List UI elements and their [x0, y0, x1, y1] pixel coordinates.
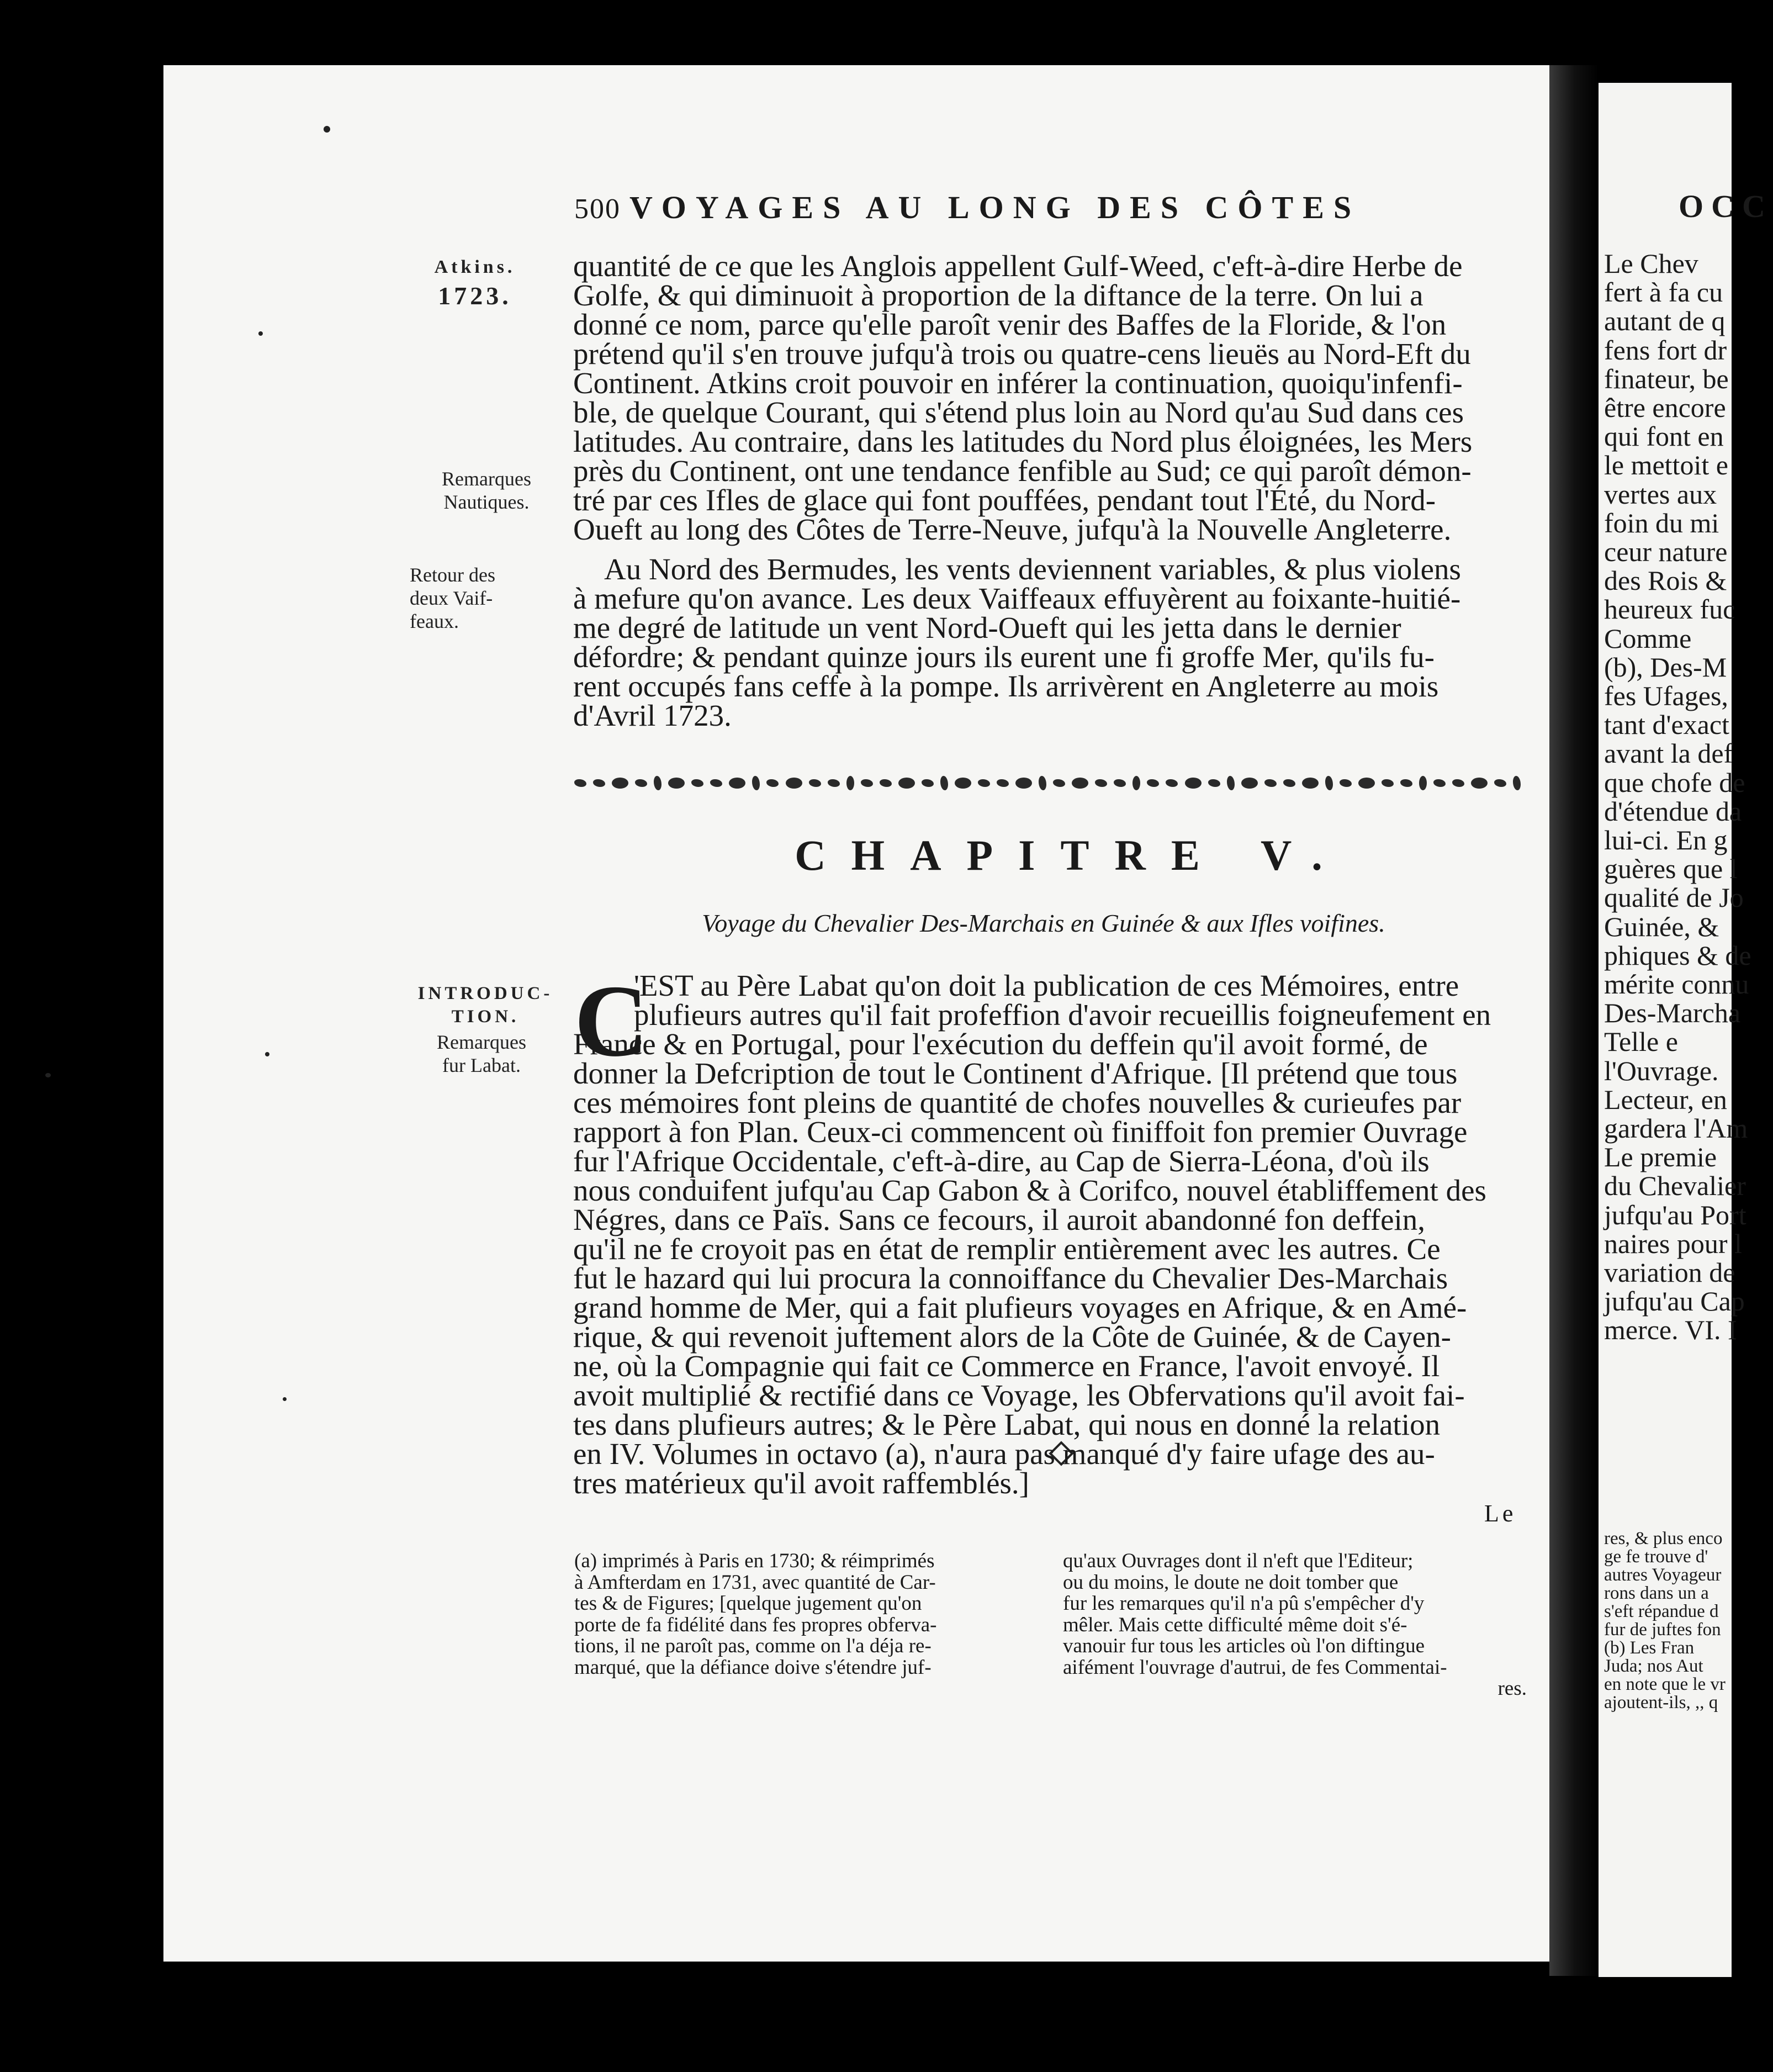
right-page-line: Telle e — [1604, 1026, 1678, 1058]
speck-mark — [283, 1397, 287, 1401]
margin-note-atkins: Atkins. 1723. — [434, 257, 516, 310]
right-page-line: finateur, be — [1604, 363, 1729, 394]
right-page-line: autant de q — [1604, 305, 1726, 337]
right-page-line: d'étendue da — [1604, 795, 1742, 827]
right-page-line: du Chevalier — [1604, 1170, 1746, 1202]
speck-mark — [265, 1052, 269, 1056]
right-page-footnote-line: fur de juftes fon — [1604, 1620, 1721, 1640]
margin-note-remarques-nautiques: Remarques Nautiques. — [442, 468, 531, 513]
paragraph-bermudes: Au Nord des Bermudes, les vents deviennent variables, & plus violens à mefure qu'on avance. Les deux Vaiffeaux effuyèrent au foixante-huitié- me degré de latitude un vent Nord-Oueft qui les jetta dans le dernier défordre; & pendant quinze jours ils eurent une fi groffe Mer, qu'ils fu- rent occupés fans ceffe à la pompe. Ils arrivèrent en Angleterre au mois d'Avril 1723. — [573, 552, 1461, 732]
right-page-line: merce. VI. I — [1604, 1314, 1737, 1346]
right-page-line: jufqu'au Cap — [1604, 1286, 1745, 1317]
right-page-footnote-line: ge fe trouve d' — [1604, 1547, 1708, 1567]
right-page-footnote-line: ajoutent-ils, ,, q — [1604, 1693, 1718, 1712]
right-page-footnote-line: en note que le vr — [1604, 1674, 1726, 1694]
ornament-divider — [574, 769, 1521, 797]
footnote-left-column: (a) imprimés à Paris en 1730; & réimprimés à Amfterdam en 1731, avec quantité de Car- tes & de Figures; [quelque jugement qu'on porte de fa fidélité dans fes propres obferva- tions, il ne paroît pas, comme on l'a déja re- marqué, que la défiance doive s'étendre juf- — [574, 1550, 937, 1679]
right-page-line: variation de — [1604, 1257, 1735, 1288]
running-title: VOYAGES AU LONG DES CÔTES — [629, 189, 1361, 225]
right-page-line: phiques & de — [1604, 939, 1751, 971]
drop-cap: C — [574, 964, 649, 1078]
speck-mark — [258, 331, 263, 336]
speck-mark — [324, 126, 330, 133]
margin-note-retour: Retour des deux Vaif- feaux. — [410, 564, 495, 632]
paragraph-labat: 'EST au Père Labat qu'on doit la publication de ces Mémoires, entre plufieurs autres qu'il fait profeffion d'avoir recueillis foigneufement en France & en Portugal, pour l'exécution du deffein qu'il avoit formé, de donner la Defcription de tout le Continent d'Afrique. [Il prétend que tous ces mémoires font pleins de quantité de chofes nouvelles & curieufes par rapport à fon Plan. Ceux-ci commencent où finiffoit fon premier Ouvrage fur l'Afrique Occidentale, c'eft-à-dire, au Cap de Sierra-Léona, d'où ils nous conduifent jufqu'au Cap Gabon & à Corifco, nouvel établiffement des Négres, dans ce Païs. Sans ce fecours, il auroit abandonné fon deffein, qu'il ne fe croyoit pas en état de remplir entièrement avec les autres. Ce fut le hazard qui lui procura la connoiffance du Chevalier Des-Marchais grand homme de Mer, qui a fait plufieurs voyages en Afrique, & en Amé- rique, & qui revenoit juftement alors de la Côte de Guinée, & de Cayen- ne, où la Compagnie qui fait ce Commerce en France, l'avoit envoyé. Il avoit multiplié & rectifié dans ce Voyage, les Obfervations qu'il avoit fai- tes dans plufieurs autres; & le Père Labat, qui nous en donné la relation en IV. Volumes in octavo (a), n'aura pas manqué d'y faire ufage des au- tres matérieux qu'il avoit raffemblés.] — [573, 969, 1491, 1500]
right-page-line: fens fort dr — [1604, 334, 1727, 366]
right-page-line: mérite connu — [1604, 969, 1749, 1000]
speck-mark — [45, 1073, 51, 1077]
right-page-line: Des-Marcha — [1604, 997, 1741, 1029]
right-page-line: que chofe de — [1604, 767, 1745, 798]
right-page-footnote-line: (b) Les Fran — [1604, 1638, 1695, 1658]
right-page-footnote-line: rons dans un a — [1604, 1583, 1709, 1603]
right-page-line: ceur nature — [1604, 536, 1728, 567]
right-page-line: qualité de Jo — [1604, 882, 1744, 913]
right-page-line: avant la def — [1604, 738, 1733, 769]
right-page-line: foin du mi — [1604, 507, 1719, 538]
right-page-line: Lecteur, en — [1604, 1083, 1727, 1115]
right-page-line: jufqu'au Port — [1604, 1199, 1746, 1230]
right-page-line: vertes aux — [1604, 478, 1717, 510]
right-page-line: être encore — [1604, 392, 1726, 423]
right-page-line: des Rois & — [1604, 565, 1727, 596]
right-page-footnote-line: autres Voyageur — [1604, 1565, 1722, 1585]
paragraph-gulf-weed: quantité de ce que les Anglois appellent Gulf-Weed, c'eft-à-dire Herbe de Golfe, & qui diminuoit à proportion de la diftance de la terre. On lui a donné ce nom, parce qu'elle paroît venir des Baffes de la Floride, & l'on prétend qu'il s'en trouve jufqu'à trois ou quatre-cens lieuës au Nord-Eft du Continent. Atkins croit pouvoir en inférer la continuation, quoiqu'infenfi- ble, de quelque Courant, qui s'étend plus loin au Nord qu'au Sud dans ces latitudes. Au contraire, dans les latitudes du Nord plus éloignées, les Mers près du Continent, ont une tendance fenfible au Sud; ce qui paroît démon- tré par ces Ifles de glace qui font pouffées, pendant tout l'Été, du Nord- Oueft au long des Côtes de Terre-Neuve, jufqu'à la Nouvelle Angleterre. — [573, 249, 1473, 546]
right-page-line: heureux fuc — [1604, 594, 1735, 625]
chapter-subtitle: Voyage du Chevalier Des-Marchais en Guinée & aux Ifles voifines. — [702, 909, 1385, 937]
right-page-line: Comme — [1604, 622, 1692, 654]
right-page-line: guères que l — [1604, 853, 1738, 885]
right-page-footnote-line: s'eft répandue d — [1604, 1601, 1719, 1621]
right-page-line: qui font en — [1604, 421, 1724, 452]
margin-note-introduction: INTRODUC- TION. — [417, 984, 553, 1027]
footnote-right-column: qu'aux Ouvrages dont il n'eft que l'Editeur; ou du moins, le doute ne doit tomber que fur les remarques qu'il n'a pû s'empêcher d'y mêler. Mais cette difficulté même doit s'é- vanouir fur tous les articles où l'on diftingue aifément l'ouvrage d'autrui, de fes Commentai- res. — [1063, 1550, 1527, 1700]
right-page-line: tant d'exact — [1604, 709, 1729, 741]
page-number: 500 — [574, 193, 621, 225]
catchword: Le — [1484, 1500, 1517, 1527]
right-page-line: fert à fa cu — [1604, 277, 1723, 308]
margin-note-remarques-labat: Remarques fur Labat. — [437, 1031, 526, 1076]
right-page-line: l'Ouvrage. — [1604, 1055, 1719, 1086]
right-page-line: (b), Des-M — [1604, 651, 1727, 683]
right-page-line: Le premie — [1604, 1141, 1717, 1173]
right-page-line: fes Ufages, — [1604, 680, 1728, 711]
right-page-line: lui-ci. En g — [1604, 824, 1728, 855]
right-page-line: Le Chev — [1604, 248, 1698, 279]
right-page-footnote-line: res, & plus enco — [1604, 1529, 1723, 1548]
chapter-title: CHAPITRE V. — [795, 831, 1348, 879]
right-page-line: naires pour l — [1604, 1228, 1742, 1259]
right-page-line: gardera l'Am — [1604, 1113, 1748, 1144]
right-page-line: Guinée, & — [1604, 911, 1719, 942]
running-head — [574, 189, 1469, 239]
right-page-running-title: OCC — [1679, 188, 1773, 224]
right-page-line: le mettoit e — [1604, 450, 1728, 481]
right-page-footnote-line: Juda; nos Aut — [1604, 1656, 1703, 1676]
book-gutter — [1549, 65, 1599, 1976]
